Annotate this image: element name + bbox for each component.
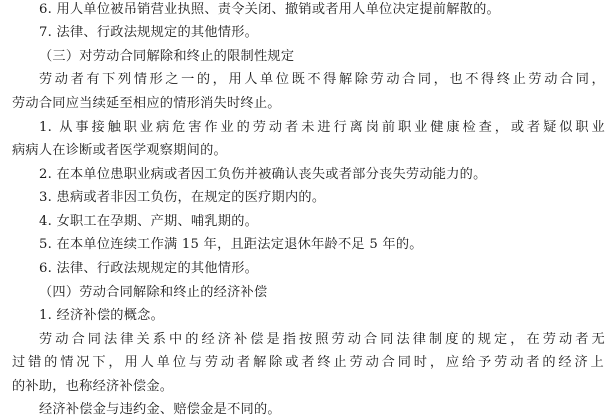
text-line: 4. 女职工在孕期、产期、哺乳期的。 [39,214,259,229]
text-line: 病病人在诊断或者医学观察期间的。 [12,143,227,158]
text-line: 6. 用人单位被吊销营业执照、责令关闭、撤销或者用人单位决定提前解散的。 [39,2,500,17]
text-line: 7. 法律、行政法规规定的其他情形。 [39,25,259,40]
text-line: 劳动者有下列情形之一的，用人单位既不得解除劳动合同，也不得终止劳动合同， [39,72,605,87]
text-line: 2. 在本单位患职业病或者因工负伤并被确认丧失或者部分丧失劳动能力的。 [39,167,487,182]
text-line: 6. 法律、行政法规规定的其他情形。 [39,261,259,276]
text-line: 劳动合同应当续延至相应的情形消失时终止。 [12,96,281,111]
text-line: 的补助，也称经济补偿金。 [12,379,174,394]
text-line: 劳动合同法律关系中的经济补偿是指按照劳动合同法律制度的规定，在劳动者无 [39,332,605,347]
text-line: 3. 患病或者非因工负伤，在规定的医疗期内的。 [39,190,326,205]
text-line: 1. 从事接触职业病危害作业的劳动者未进行离岗前职业健康检查，或者疑似职业 [39,120,605,135]
text-line: 1. 经济补偿的概念。 [39,308,165,323]
section-heading: （四）劳动合同解除和终止的经济补偿 [39,285,268,300]
text-line: 5. 在本单位连续工作满 15 年，且距法定退休年龄不足 5 年的。 [39,237,423,252]
section-heading: （三）对劳动合同解除和终止的限制性规定 [39,49,295,64]
text-line: 经济补偿金与违约金、赔偿金是不同的。 [39,402,281,417]
text-line: 过错的情况下，用人单位与劳动者解除或者终止劳动合同时，应给予劳动者的经济上 [12,355,604,370]
